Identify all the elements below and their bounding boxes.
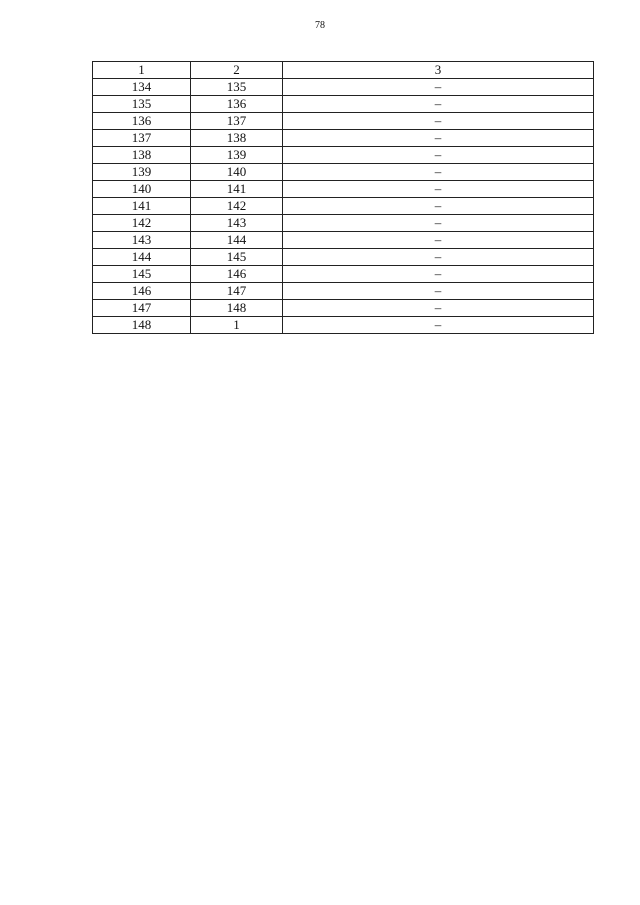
table-row bbox=[93, 249, 594, 266]
cell-col-3: – bbox=[283, 317, 594, 334]
table-row bbox=[93, 181, 594, 198]
table-row bbox=[93, 96, 594, 113]
cell-col-2: 148 bbox=[191, 300, 283, 317]
table-row bbox=[93, 198, 594, 215]
table-row bbox=[93, 164, 594, 181]
cell-col-1: 139 bbox=[93, 164, 191, 181]
table-row bbox=[93, 283, 594, 300]
cell-col-3: – bbox=[283, 96, 594, 113]
cell-col-3: – bbox=[283, 300, 594, 317]
cell-col-3: – bbox=[283, 113, 594, 130]
cell-col-1: 148 bbox=[93, 317, 191, 334]
page-number: 78 bbox=[315, 20, 325, 31]
cell-col-2: 139 bbox=[191, 147, 283, 164]
table-row bbox=[93, 266, 594, 283]
table-row bbox=[93, 130, 594, 147]
cell-col-1: 135 bbox=[93, 96, 191, 113]
table-row bbox=[93, 79, 594, 96]
header-row bbox=[93, 62, 594, 79]
table-row bbox=[93, 300, 594, 317]
cell-col-1: 141 bbox=[93, 198, 191, 215]
column-header-3: 3 bbox=[283, 62, 594, 79]
column-header-2: 2 bbox=[191, 62, 283, 79]
table-body bbox=[93, 79, 594, 334]
cell-col-2: 147 bbox=[191, 283, 283, 300]
cell-col-2: 135 bbox=[191, 79, 283, 96]
table-row bbox=[93, 215, 594, 232]
cell-col-1: 137 bbox=[93, 130, 191, 147]
table-header bbox=[93, 62, 594, 79]
cell-col-2: 146 bbox=[191, 266, 283, 283]
cell-col-2: 142 bbox=[191, 198, 283, 215]
cell-col-3: – bbox=[283, 79, 594, 96]
cell-col-3: – bbox=[283, 283, 594, 300]
cell-col-3: – bbox=[283, 266, 594, 283]
cell-col-3: – bbox=[283, 232, 594, 249]
cell-col-1: 136 bbox=[93, 113, 191, 130]
cell-col-3: – bbox=[283, 164, 594, 181]
cell-col-2: 140 bbox=[191, 164, 283, 181]
cell-col-3: – bbox=[283, 215, 594, 232]
cell-col-2: 145 bbox=[191, 249, 283, 266]
table-row bbox=[93, 232, 594, 249]
cell-col-1: 142 bbox=[93, 215, 191, 232]
cell-col-3: – bbox=[283, 147, 594, 164]
cell-col-2: 143 bbox=[191, 215, 283, 232]
cell-col-3: – bbox=[283, 249, 594, 266]
table-row bbox=[93, 113, 594, 130]
cell-col-1: 140 bbox=[93, 181, 191, 198]
cell-col-2: 138 bbox=[191, 130, 283, 147]
cell-col-3: – bbox=[283, 198, 594, 215]
data-table bbox=[92, 61, 594, 334]
cell-col-1: 144 bbox=[93, 249, 191, 266]
cell-col-2: 144 bbox=[191, 232, 283, 249]
cell-col-1: 138 bbox=[93, 147, 191, 164]
cell-col-2: 137 bbox=[191, 113, 283, 130]
cell-col-1: 147 bbox=[93, 300, 191, 317]
cell-col-1: 145 bbox=[93, 266, 191, 283]
column-header-1: 1 bbox=[93, 62, 191, 79]
table-row bbox=[93, 317, 594, 334]
cell-col-2: 1 bbox=[191, 317, 283, 334]
cell-col-2: 141 bbox=[191, 181, 283, 198]
cell-col-1: 134 bbox=[93, 79, 191, 96]
cell-col-1: 146 bbox=[93, 283, 191, 300]
cell-col-3: – bbox=[283, 181, 594, 198]
cell-col-1: 143 bbox=[93, 232, 191, 249]
cell-col-3: – bbox=[283, 130, 594, 147]
table-row bbox=[93, 147, 594, 164]
cell-col-2: 136 bbox=[191, 96, 283, 113]
